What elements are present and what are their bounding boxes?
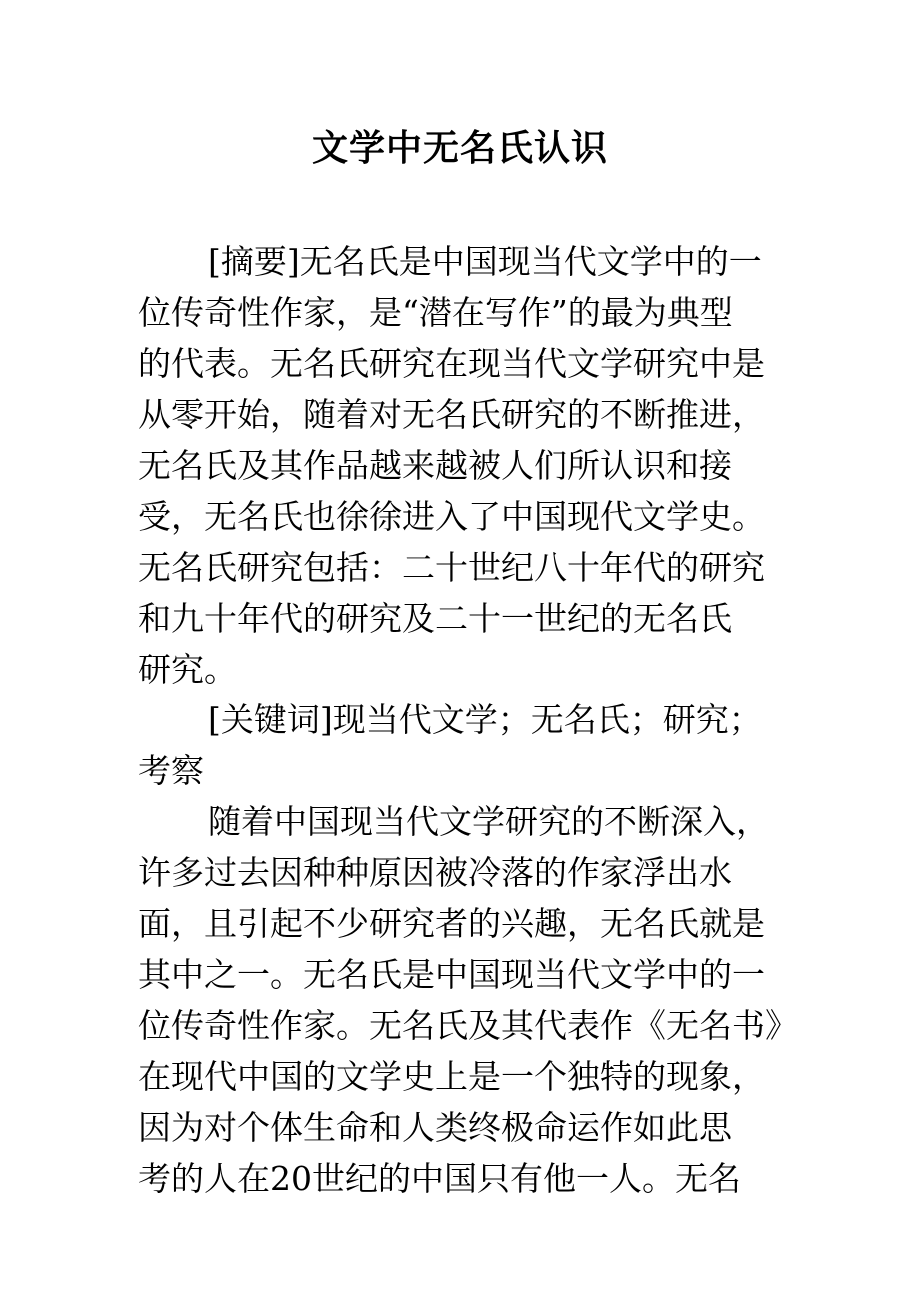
body-line: 在现代中国的文学史上是一个独特的现象， [138,1057,765,1096]
body-line: 因为对个体生命和人类终极命运作如此思 [138,1108,732,1147]
abstract-line: 从零开始，随着对无名氏研究的不断推进， [138,395,765,434]
keywords-line: 考察 [138,751,204,790]
abstract-line: 位传奇性作家，是“潜在写作”的最为典型 [138,293,733,332]
abstract-line: 和九十年代的研究及二十一世纪的无名氏 [138,599,732,638]
body-line: 面，且引起不少研究者的兴趣，无名氏就是 [138,904,765,943]
document-title: 文学中无名氏认识 [311,128,608,169]
body-line: 随着中国现当代文学研究的不断深入， [208,802,769,841]
abstract-line: [摘要]无名氏是中国现当代文学中的一 [208,242,762,281]
body-line: 位传奇性作家。无名氏及其代表作《无名书》 [138,1006,798,1045]
abstract-line: 无名氏及其作品越来越被人们所认识和接 [138,446,732,485]
abstract-line: 无名氏研究包括：二十世纪八十年代的研究 [138,548,765,587]
abstract-line: 的代表。无名氏研究在现当代文学研究中是 [138,344,765,383]
abstract-line: 研究。 [138,650,237,689]
keywords-line: [关键词]现当代文学；无名氏；研究； [208,700,762,739]
body-line: 许多过去因种种原因被冷落的作家浮出水 [138,853,732,892]
abstract-line: 受，无名氏也徐徐进入了中国现代文学史。 [138,497,765,536]
body-line: 考的人在20世纪的中国只有他一人。无名 [138,1159,741,1198]
body-line: 其中之一。无名氏是中国现当代文学中的一 [138,955,765,994]
